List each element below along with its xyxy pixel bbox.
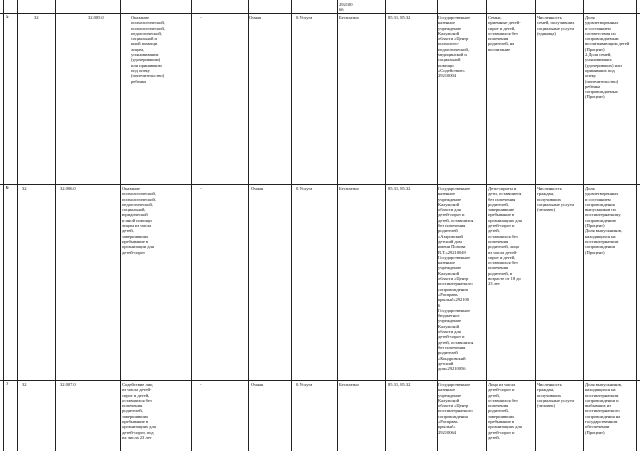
dash-cell: - [200,15,202,20]
form-cell: Очная [251,186,263,191]
table-border [583,0,584,451]
unit-cell: 0.Услуга [296,382,313,387]
quality-cell: Доля удовлетворенных и состоянием сопровождения выпускников по постинтернатному сопровождению (Процент) Доля выпускников, находящихся на постинтернатном сопровождении (Процент) [585,186,622,255]
table-border [248,0,249,451]
indicator-cell: Численность семей, получивших социальные услуги (единица) [537,15,575,36]
service-code-cell: 32.005.0 [88,15,104,20]
row-number: 5 [6,15,9,20]
row-divider [0,13,640,14]
service-name-cell: Оказание психологической, психологической, педагогической, социальной и иной помощи лицам, усыновившим (удочерившим) или принявшим под опеку (попечительство) ребенка [131,15,165,84]
row-divider [0,380,640,381]
table-border [291,0,292,451]
payment-cell: Бесплатно [339,186,359,191]
recipients-cell: Дети-сироты и дети, оставшиеся без попечения родителей, завершившие пребывание в организациях для детей-сирот и детей, оставшихся без попечения родителей, лица из числа детей- сирот и детей, оставшихся без попечения родителей, в возрасте от 18 до 23 лет [488,186,522,287]
table-border [337,0,338,451]
service-name-cell: Содействие лиц из числа детей- сирот и детей, оставшихся без попечения родителей, завершивших пребывание в организациях для детей-сирот, под их числа 23 лет [122,382,156,440]
institution-cell: Государственное казенное учреждение Калужской области «Центр психолого- педагогической, медицинской и социальной помощи «Содействие» 29210004 [438,15,471,79]
table-border [486,0,487,451]
recipients-cell: Семьи, приемные детей- сирот и детей, оставшихся без попечения родителей, на воспитание [488,15,521,52]
table-border [535,0,536,451]
service-name-cell: Оказание психологической, психологической, педагогической, социальной, юридической и иной помощи лицам из числа детей, завершивших пребывание в организации для детей-сирот [122,186,156,255]
okved-cell: 85.31, 85.32 [388,382,411,387]
institution-cell: Государственное казенное учреждение Калужской области для детей-сирот и детей, оставшихся без попечения родителей «Азаровский детский дом имени Попова В.Т.»29210049 Государственное казенное учреждение Калужской области «Центр постинтернатного сопровождения «Расправь крылья!»292100 6 Государственное бюджетное учреждение Калужской области для детей-сирот и детей, оставшихся без попечения родителей «Кондровский детский дом»29210056 [438,186,474,372]
table-border [636,0,637,451]
dash-cell: - [200,186,202,191]
payment-cell: Бесплатно [339,15,359,20]
table-border [120,0,121,451]
table-border [385,0,386,451]
table-border [191,0,192,451]
okved-cell: 85.31, 85.32 [388,186,411,191]
form-cell: Очная [251,382,263,387]
previous-row-fragment: 292100 66 [339,2,353,13]
table-border [55,0,56,451]
code-cell: 32 [22,186,27,191]
code-cell: 32 [22,382,27,387]
recipients-cell: Лица из числа детей-сирот и детей, оставшихся без попечения родителей, завершивших пребывание в организациях для детей-сирот и детей, [488,382,522,440]
indicator-cell: Численность граждан, получивших социальные услуги (человек) [537,382,574,409]
row-number: 7 [6,382,9,387]
quality-cell: Доля удовлетворенных и состоянием соответствия по сопровождаемым воспитывающим детей (Процент) 2.Доля семей, усыновивших (удочеривших) или принявших под опеку (попечительство) ребенка сопровождаемых (Процент) [585,15,630,100]
row-number: 6 [6,186,9,191]
indicator-cell: Численность граждан, получивших социальные услуги (человек) [537,186,574,213]
okved-cell: 85.31, 85.32 [388,15,411,20]
service-code-cell: 32.006.0 [60,186,76,191]
unit-cell: 0.Услуга [296,15,313,20]
code-cell: 32 [34,15,39,20]
unit-cell: 0.Услуга [296,186,313,191]
table-border [17,0,18,451]
form-cell: Очная [249,15,261,20]
institution-cell: Государственное казенное учреждение Калужской области «Центр постинтернатного сопровождения «Расправь крылья!» 29210064 [438,382,473,435]
quality-cell: Доля выпускников, находящихся на постинтернатном сопровождении и выбывших из постинтернатного сопровождения на государственном обеспечении (Процент) [585,382,622,435]
row-divider [0,184,640,185]
service-code-cell: 32.007.0 [60,382,76,387]
payment-cell: Бесплатно [339,382,359,387]
dash-cell: - [200,382,202,387]
table-border [3,0,4,451]
